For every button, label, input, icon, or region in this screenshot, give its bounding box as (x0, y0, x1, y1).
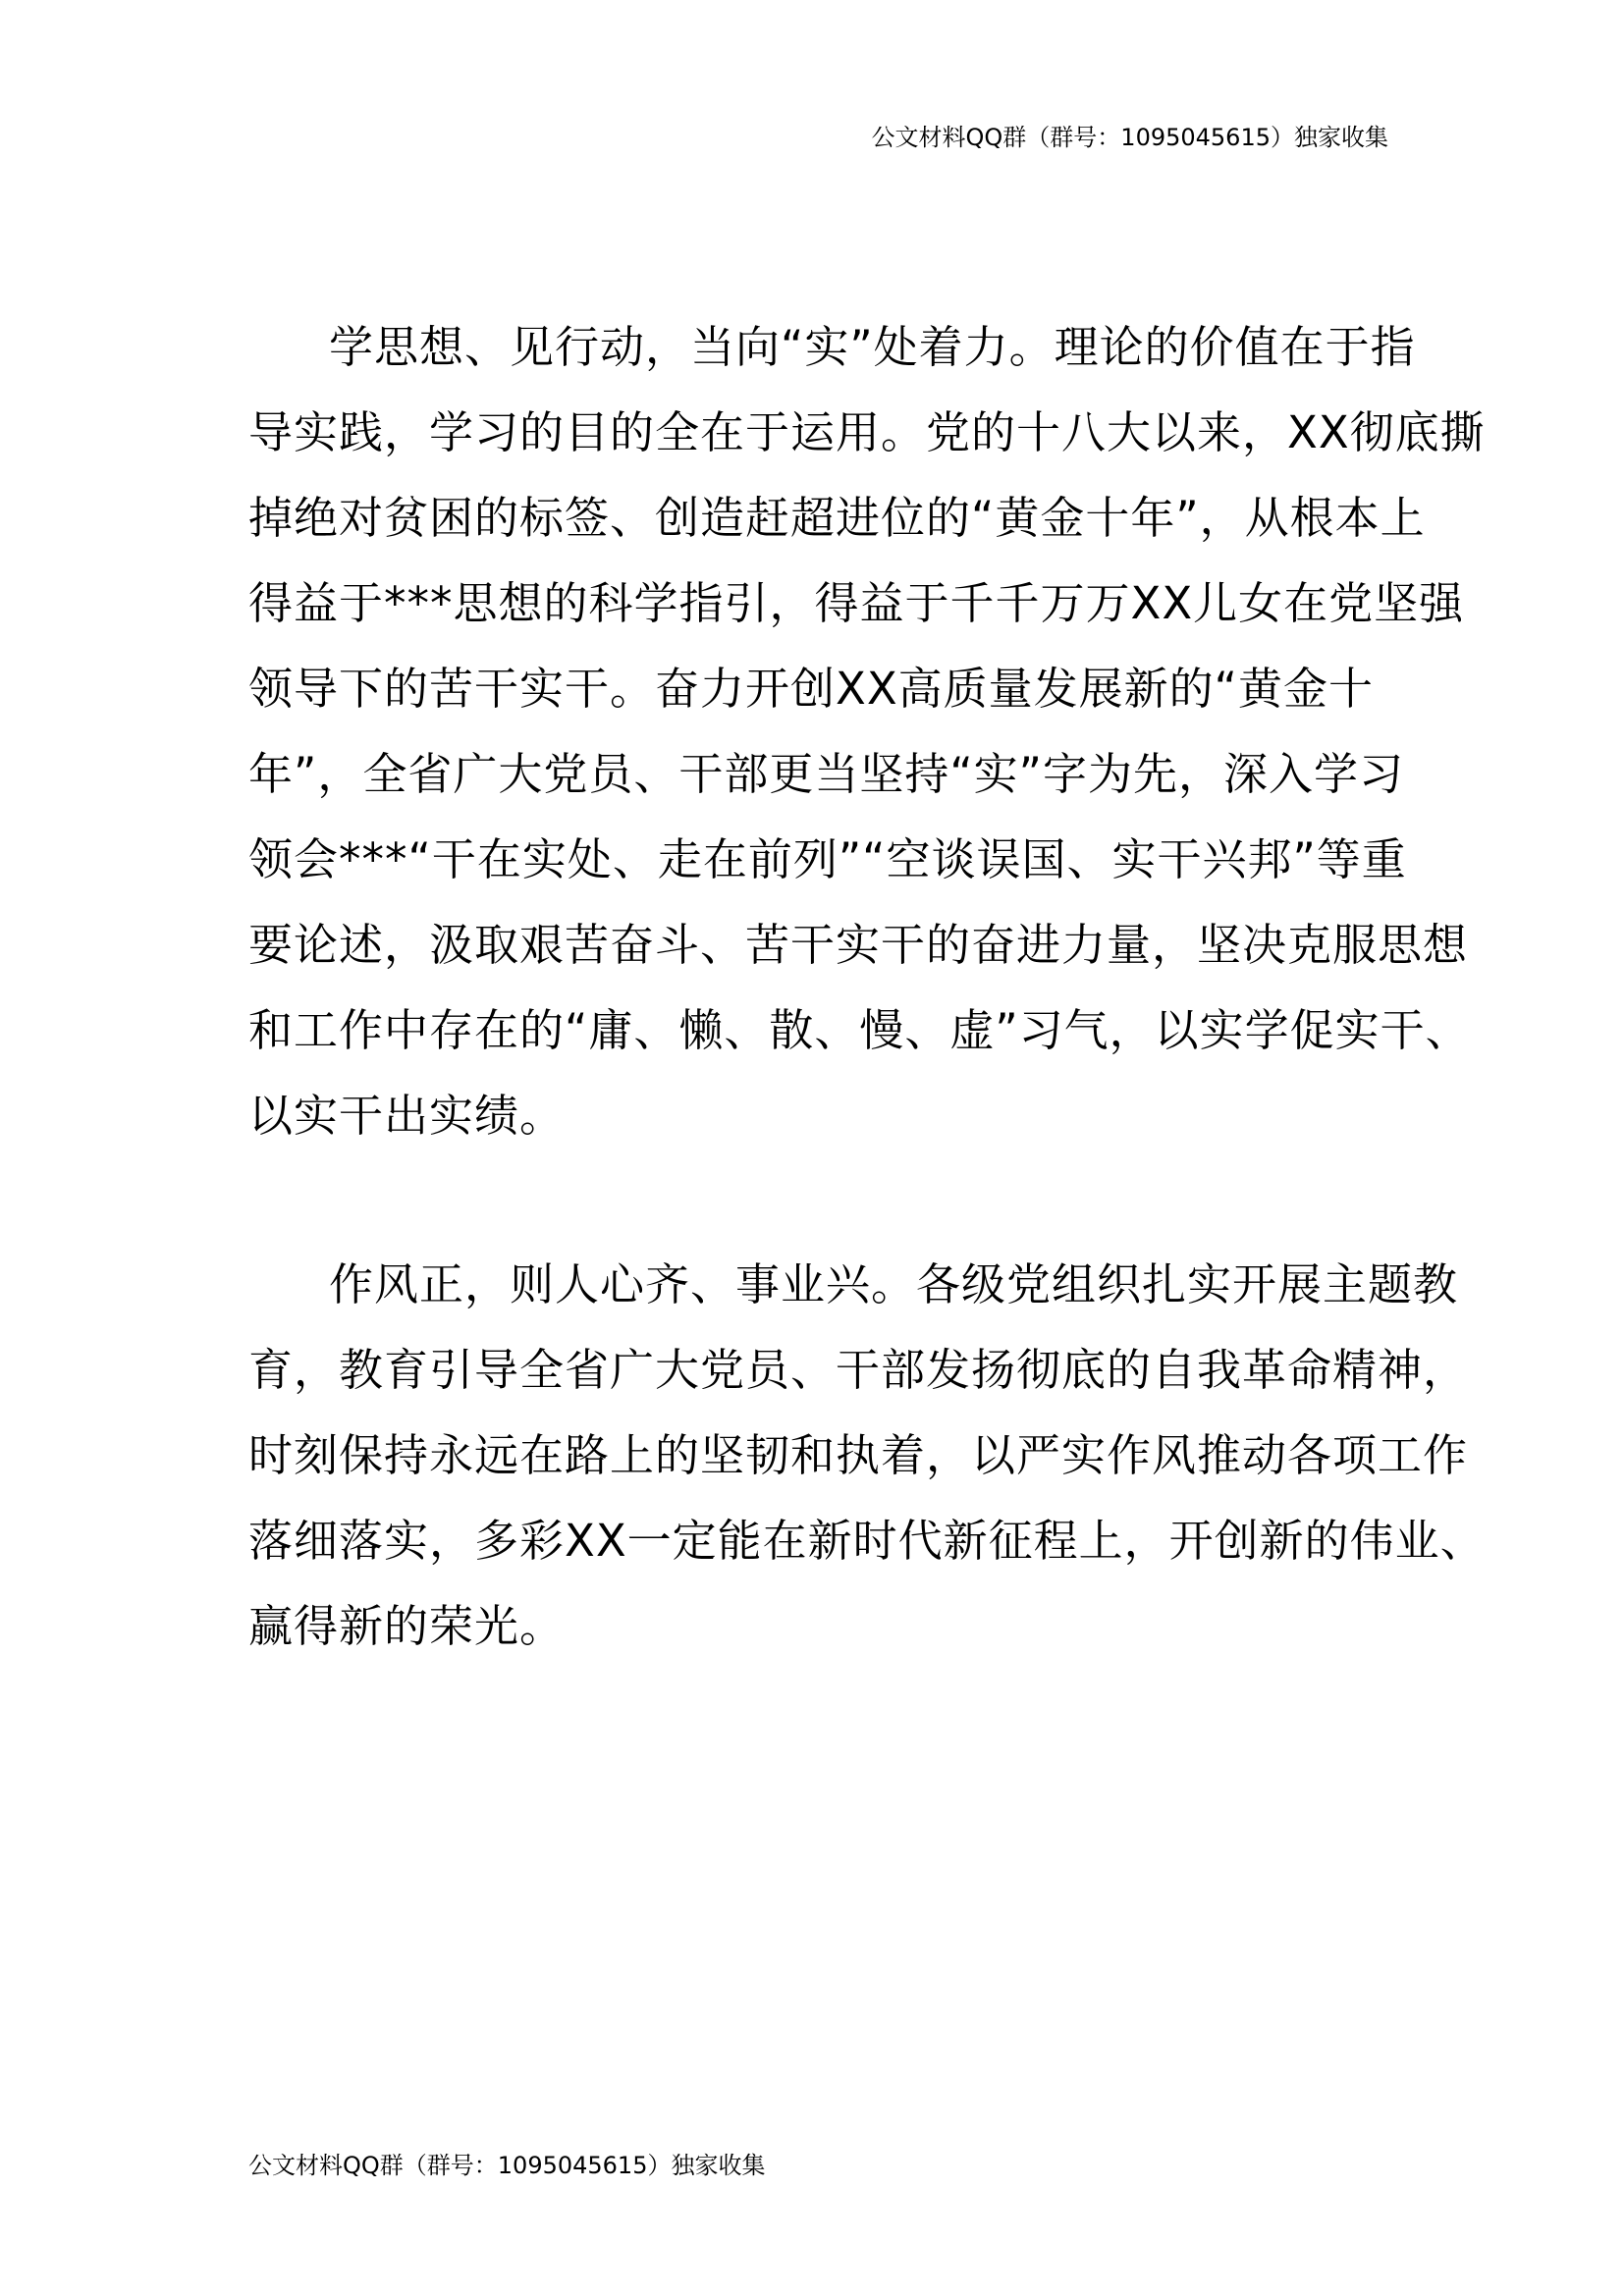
text-line: 育，教育引导全省广大党员、干部发扬彻底的自我革命精神， (248, 1344, 1469, 1396)
text-line: 时刻保持永远在路上的坚韧和执着，以严实作风推动各项工作 (248, 1429, 1469, 1481)
text-line: 赢得新的荣光。 (248, 1600, 566, 1652)
text-line: 领会***“干在实处、走在前列”“空谈误国、实干兴邦”等重 (248, 833, 1407, 885)
text-line: 以实干出实绩。 (248, 1090, 566, 1142)
text-line: 要论述，汲取艰苦奋斗、苦干实干的奋进力量，坚决克服思想 (248, 919, 1469, 971)
page-footer: 公文材料QQ群（群号：1095045615）独家收集 (248, 2152, 766, 2179)
text-line: 学思想、见行动，当向“实”处着力。理论的价值在于指 (329, 321, 1416, 373)
text-line: 领导下的苦干实干。奋力开创XX高质量发展新的“黄金十 (248, 663, 1374, 715)
page-header: 公文材料QQ群（群号：1095045615）独家收集 (871, 124, 1388, 151)
paragraph-2 (248, 1242, 1486, 1669)
text-line: 和工作中存在的“庸、懒、散、慢、虚”习气，以实学促实干、 (248, 1004, 1471, 1056)
paragraph-1 (248, 304, 1486, 1158)
text-line: 落细落实，多彩XX一定能在新时代新征程上，开创新的伟业、 (248, 1515, 1486, 1567)
text-line: 年”，全省广大党员、干部更当坚持“实”字为先，深入学习 (248, 748, 1404, 800)
text-line: 得益于***思想的科学指引，得益于千千万万XX儿女在党坚强 (248, 577, 1465, 629)
text-line: 导实践，学习的目的全在于运用。党的十八大以来，XX彻底撕 (248, 406, 1486, 458)
text-line: 掉绝对贫困的标签、创造赶超进位的“黄金十年”，从根本上 (248, 492, 1426, 544)
text-line: 作风正，则人心齐、事业兴。各级党组织扎实开展主题教 (329, 1258, 1459, 1310)
